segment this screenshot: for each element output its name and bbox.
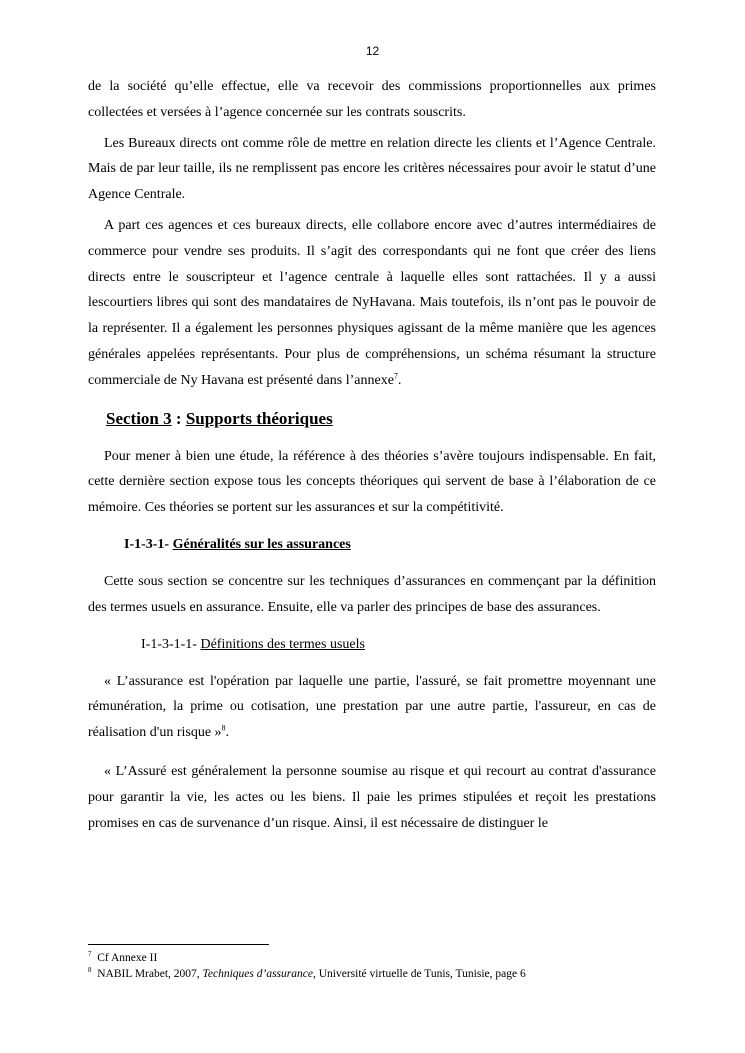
paragraph: « L’Assuré est généralement la personne soumise au risque et qui recourt au contrat d'assurance pour garantir la vie, les actes ou les biens. Il paie les primes stipulées et reçoit les prestations promises en cas de survenance d’un risque. Ainsi, il est nécessaire de distinguer le	[88, 763, 656, 831]
page-number: 12	[365, 44, 380, 58]
subsection-heading	[124, 534, 656, 556]
footnote-text-end: , Université virtuelle de Tunis, Tunisie, page 6	[312, 968, 526, 980]
paragraph-end: .	[225, 725, 230, 741]
section-heading	[106, 407, 656, 431]
paragraph: de la société qu’elle effectue, elle va recevoir des commissions proportionnelles aux primes collectées et versées à l’agence concernée sur les contrats souscrits.	[88, 79, 656, 120]
section-label: Section 3	[106, 408, 172, 428]
footnote	[88, 966, 688, 982]
paragraph	[88, 213, 656, 394]
subsubsection-number: I-1-3-1-1-	[141, 636, 201, 652]
section-title: Supports théoriques	[185, 408, 333, 428]
paragraph	[88, 669, 656, 746]
paragraph-end: .	[397, 372, 402, 388]
footnotes	[88, 950, 688, 982]
paragraph-text: A part ces agences et ces bureaux directs, elle collabore encore avec d’autres intermédiaires de commerce pour vendre ses produits. Il s’agit des correspondants qui ne font que créer des liens directs entre le souscripteur et l’agence centrale à laquelle elles sont rattachées. Il y a aussi lescourtiers libres qui sont des mandataires de NyHavana. Mais toutefois, ils n’ont pas le pouvoir de la représenter. Il a également les personnes physiques agissant de la même manière que les agences générales appelées représentants. Pour plus de compréhensions, un schéma résumant la structure commerciale de Ny Havana est présenté dans l’annexe	[88, 217, 656, 388]
footnote-ref: 7	[393, 371, 398, 381]
footnote-ref: 8	[221, 723, 226, 733]
page-body	[88, 74, 656, 836]
subsection-number: I-1-3-1-	[124, 536, 173, 552]
footnote-mark: 8	[88, 966, 92, 975]
paragraph: Les Bureaux directs ont comme rôle de mettre en relation directe les clients et l’Agence Centrale. Mais de par leur taille, ils ne remplissent pas encore les critères nécessaires pour avoir le statut d’une Agence Centrale.	[88, 135, 656, 203]
paragraph: Cette sous section se concentre sur les techniques d’assurances en commençant par la définition des termes usuels en assurance. Ensuite, elle va parler des principes de base des assurances.	[88, 573, 656, 615]
subsubsection-title: Définitions des termes usuels	[200, 636, 365, 652]
footnote-mark: 7	[88, 950, 92, 959]
paragraph-text: « L’assurance est l'opération par laquelle une partie, l'assuré, se fait promettre moyennant une rémunération, la prime ou cotisation, une prestation par une autre partie, l'assureur, en cas de réalisation d'un risque »	[88, 673, 656, 741]
section-separator: :	[171, 408, 186, 428]
footnote-text: Cf Annexe II	[97, 952, 158, 964]
subsection-title: Généralités sur les assurances	[172, 536, 351, 552]
footnote-title: Techniques d’assurance	[202, 968, 313, 980]
paragraph: Pour mener à bien une étude, la référence à des théories s’avère toujours indispensable. En fait, cette dernière section expose tous les concepts théoriques qui servent de base à l’élaboration de ce mémoire. Ces théories se portent sur les assurances et sur la compétitivité.	[88, 448, 656, 516]
subsubsection-heading	[141, 634, 656, 656]
footnote	[88, 950, 688, 966]
footnote-separator	[88, 944, 269, 945]
footnote-text: NABIL Mrabet, 2007,	[97, 968, 203, 980]
